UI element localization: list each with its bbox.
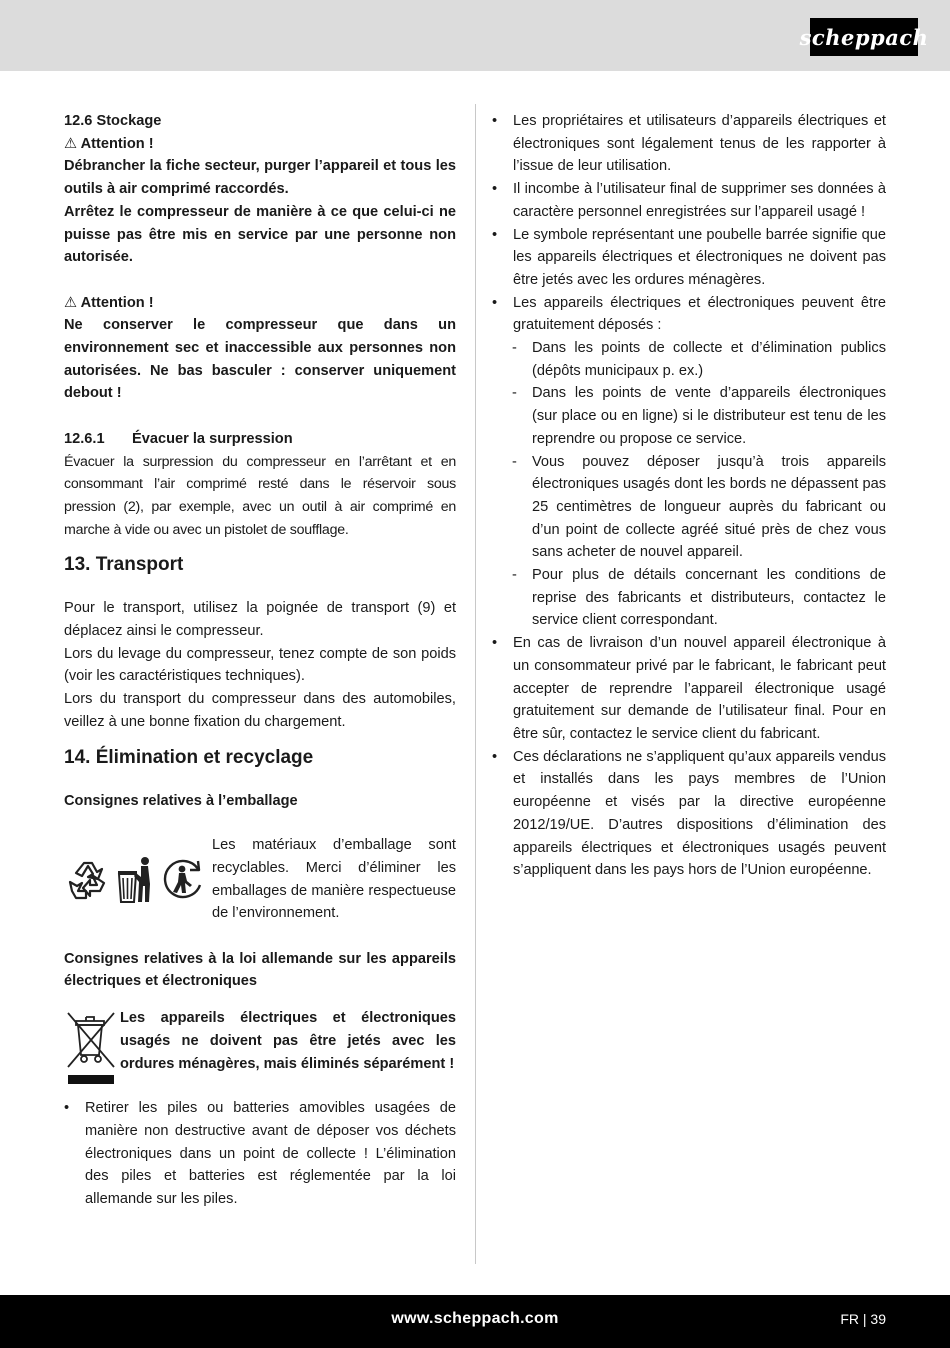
- transport-paragraph: Lors du levage du compresseur, tenez compte de son poids (voir les caractéristiques techniques).: [64, 645, 456, 685]
- attention-label: ⚠ Attention !: [64, 294, 154, 311]
- left-column: [64, 110, 456, 1211]
- section-13-heading: 13. Transport: [64, 554, 184, 576]
- disposal-list: [492, 110, 886, 882]
- section-12-6-1-title: 12.6.1 Évacuer la surpression: [64, 430, 293, 447]
- collection-points-list: [492, 337, 886, 632]
- list-item: • Le symbole représentant une poubelle barrée signifie que les appareils électriques et électroniques ne doivent pas être jetés avec les ordures ménagères.: [492, 224, 886, 292]
- list-item: - Dans les points de collecte et d’élimination publics (dépôts municipaux p. ex.): [492, 337, 886, 382]
- section-14-heading: 14. Élimination et recyclage: [64, 746, 314, 768]
- page-header: [0, 0, 950, 71]
- section-12-6-title: 12.6 Stockage: [64, 113, 162, 129]
- warning-icon: ⚠: [64, 294, 78, 311]
- list-item: • Ces déclarations ne s’appliquent qu’aux appareils vendus et installés dans les pays membres de l’Union européenne et visés par la directive européenne 2012/19/UE. D’autres dispositions d’élimination des appareils électriques et électroniques usagés peuvent s’appliquent dans les pays hors de l’Union européenne.: [492, 746, 886, 882]
- right-column: [492, 110, 886, 882]
- list-item: - Vous pouvez déposer jusqu’à trois appareils électroniques usagés dont les bords ne dépassent pas 25 centimètres de longueur auprès du fabricant ou d’un point de collecte agréé situé près de chez vous sans acheter de nouvel appareil.: [492, 451, 886, 565]
- list-item: - Pour plus de détails concernant les conditions de reprise des fabricants et distributeurs, contactez le service client correspondant.: [492, 564, 886, 632]
- warning-icon: ⚠: [64, 135, 78, 152]
- page-footer: [0, 1295, 950, 1348]
- crossed-out-bin-icon: [64, 1007, 120, 1097]
- transport-paragraph: Pour le transport, utilisez la poignée de transport (9) et déplacez ainsi le compresseur.: [64, 600, 456, 640]
- list-item: • Retirer les piles ou batteries amovibles usagées de manière non destructive avant de déposer vos déchets électroniques dans un point de collecte ! L’élimination des piles et batteries est réglementée par la loi allemande sur les piles.: [64, 1097, 456, 1211]
- section-12-6-1-text: Évacuer la surpression du compresseur en l’arrêtant et en consommant l’air comprimé resté dans le réservoir sous pression (2), par exemple, avec un outil à air comprimé en marche à vide ou avec un pistolet de soufflage.: [64, 453, 456, 538]
- warning-text: Arrêtez le compresseur de manière à ce que celui-ci ne puisse pas être mis en service par une personne non autorisée.: [64, 203, 456, 266]
- warning-text: Débrancher la fiche secteur, purger l’appareil et tous les outils à air comprimé raccordés.: [64, 158, 456, 198]
- list-item: • Les propriétaires et utilisateurs d’appareils électriques et électroniques sont légalement tenus de les rapporter à l’issue de leur utilisation.: [492, 110, 886, 178]
- warning-text: Ne conserver le compresseur que dans un environnement sec et inaccessible aux personnes non autorisées. Ne bas basculer : conserver uniquement debout !: [64, 317, 456, 402]
- page-number: FR | 39: [840, 1311, 886, 1327]
- packaging-block: [64, 834, 456, 925]
- packaging-text: Les matériaux d’emballage sont recyclables. Merci d’éliminer les emballages de manière respectueuse de l’environnement.: [212, 837, 456, 922]
- tidyman-recycle-icon: [160, 855, 208, 903]
- transport-paragraph: Lors du transport du compresseur dans des automobiles, veillez à une bonne fixation du chargement.: [64, 691, 456, 730]
- packaging-heading: Consignes relatives à l’emballage: [64, 792, 298, 809]
- list-item: • En cas de livraison d’un nouvel appareil électronique à un consommateur privé par le fabricant, le fabricant peut accepter de reprendre l’appareil électronique usagé gratuitement sur demande de l’utilisateur final. Pour en être sûr, contactez le service client du fabricant.: [492, 632, 886, 746]
- recycle-icon: [64, 855, 112, 903]
- trash-bin-person-icon: [116, 854, 156, 904]
- list-item: • Il incombe à l’utilisateur final de supprimer ses données à caractère personnel enregistrées sur l’appareil usagé !: [492, 178, 886, 223]
- website-link[interactable]: www.scheppach.com: [391, 1310, 559, 1327]
- packaging-icons: [64, 834, 212, 924]
- weee-block: [64, 1007, 456, 1097]
- battery-list: [64, 1097, 456, 1211]
- weee-law-heading: Consignes relatives à la loi allemande sur les appareils électriques et électroniques: [64, 950, 456, 990]
- attention-label: ⚠ Attention !: [64, 135, 154, 152]
- weee-warning-text: Les appareils électriques et électroniques usagés ne doivent pas être jetés avec les ordures ménagères, mais éliminés séparément !: [120, 1010, 456, 1072]
- column-divider: [475, 104, 476, 1264]
- scheppach-logo: scheppach: [810, 18, 918, 56]
- list-item: - Dans les points de vente d’appareils électroniques (sur place ou en ligne) si le distributeur est tenu de les reprendre ou propose ce service.: [492, 382, 886, 450]
- list-item: • Les appareils électriques et électroniques peuvent être gratuitement déposés : - Dans les points de collecte et d’élimination publics (dépôts municipaux p. ex.) - Dans les points de vente d’appareils électroniques (sur place ou en ligne) si le distributeur est tenu de les reprendre ou propose ce service. - Vous pouvez déposer jusqu’à trois appareils électroniques usagés dont les bords ne dépassent pas 25 centimètres de longueur auprès du fabricant ou d’un point de collecte agréé situé près de chez vous sans acheter de nouvel appareil. - Pour plus de détails concernant les conditions de reprise des fabricants et distributeurs, contactez le service client correspondant.: [492, 292, 886, 633]
